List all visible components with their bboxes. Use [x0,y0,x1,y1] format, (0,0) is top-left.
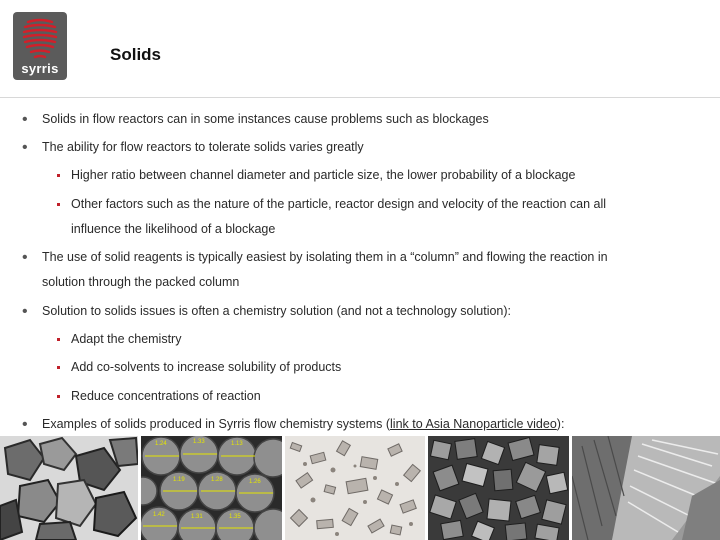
nanoparticle-video-link[interactable]: link to Asia Nanoparticle video [390,417,557,431]
measure-label: 1.28 [211,477,223,483]
bullet-item: • The ability for flow reactors to tolerate solids varies greatly [42,135,692,160]
measure-label: 1.33 [193,439,205,445]
bullet-item: • Solution to solids issues is often a chemistry solution (and not a technology solution): [42,299,692,324]
measure-label: 1.13 [231,441,243,447]
measure-label: 1.26 [249,479,261,485]
bullet-text-end: ): [556,417,565,431]
bullet-continuation: solution through the packed column [42,275,240,289]
bullet-item [42,412,692,437]
logo-text: syrris [21,61,59,76]
measure-label: 1.42 [153,512,165,518]
needle-crystal-photo [572,436,720,540]
bullet-item: • Solids in flow reactors can in some instances cause problems such as blockages [42,107,692,132]
bullet-item: • The use of solid reagents is typically easiest by isolating them in a “column” and flowing the reaction in [42,245,692,270]
bullet-text: Examples of solids produced in Syrris flow chemistry systems ( [42,417,391,431]
sub-bullet-continuation: influence the likelihood of a blockage [71,222,276,236]
sub-bullet-item: Add co-solvents to increase solubility of products [71,355,691,380]
header-divider [0,97,720,98]
sub-bullet-item: Adapt the chemistry [71,327,691,352]
particle-measure-photo [141,436,282,540]
sub-bullet-item: Higher ratio between channel diameter and particle size, the lower probability of a blockage [71,163,691,188]
sub-bullet-item: Reduce concentrations of reaction [71,384,691,409]
measure-label: 1.19 [173,477,185,483]
crystal-photo-1 [0,436,138,540]
syrris-logo [13,12,67,80]
sem-cube-photo [428,436,569,540]
crystal-photo-2 [285,436,425,540]
solids-photo-strip [0,436,720,540]
measure-label: 1.24 [155,441,167,447]
measure-label: 1.35 [229,514,241,520]
logo-coil-icon [13,12,67,64]
sub-bullet-line: Other factors such as the nature of the particle, reactor design and velocity of the reaction can all [71,197,607,211]
measure-label: 1.31 [191,514,203,520]
page-title: Solids [110,45,162,64]
sub-bullet-item [71,192,691,217]
